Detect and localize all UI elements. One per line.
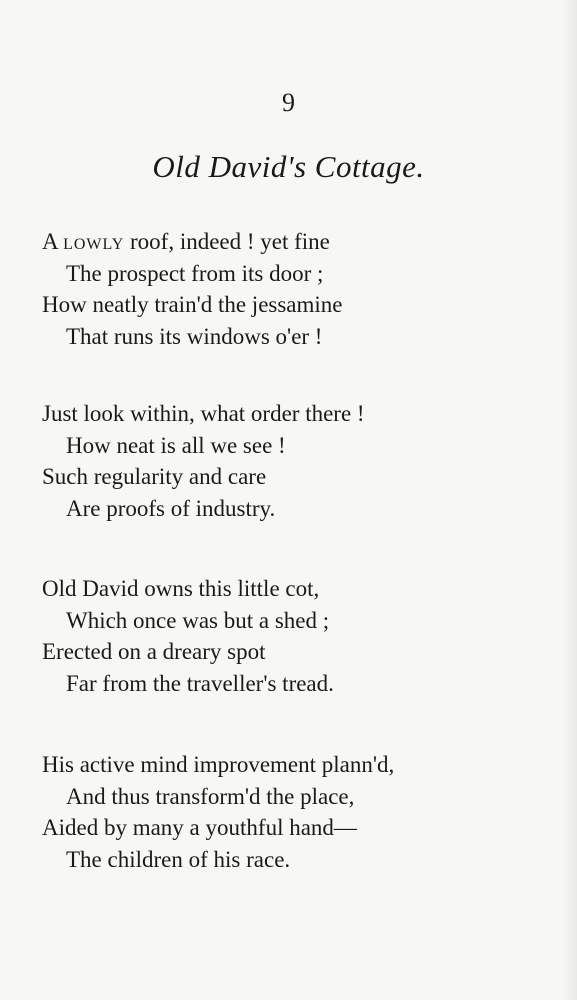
stanza-4 xyxy=(42,749,562,875)
poem-line xyxy=(42,226,562,258)
poem-line: Which once was but a shed ; xyxy=(66,607,330,633)
poem-line: And thus transform'd the place, xyxy=(66,783,355,809)
poem-line: Erected on a dreary spot xyxy=(42,639,266,664)
line-rest: roof, indeed ! yet fine xyxy=(124,229,330,254)
poem-line: His active mind improvement plann'd, xyxy=(42,752,395,777)
first-word: A xyxy=(42,229,58,254)
poem-line: That runs its windows o'er ! xyxy=(66,323,323,349)
poem-line: Are proofs of industry. xyxy=(66,495,276,521)
poem-line: Just look within, what order there ! xyxy=(42,401,365,426)
poem-line: Such regularity and care xyxy=(42,464,267,489)
stanza-3 xyxy=(42,573,562,699)
poem-title: Old David's Cottage. xyxy=(152,149,425,184)
poem-line: Old David owns this little cot, xyxy=(42,576,320,601)
poem-line: The prospect from its door ; xyxy=(66,260,324,286)
small-caps-word: lowly xyxy=(63,229,125,254)
stanza-1 xyxy=(42,226,562,352)
page-number: 9 xyxy=(282,88,295,117)
poem-line: How neatly train'd the jessamine xyxy=(42,292,343,317)
poem-line: Aided by many a youthful hand— xyxy=(42,815,357,840)
stanza-2 xyxy=(42,398,562,524)
poem-line: The children of his race. xyxy=(66,846,291,872)
poem-line: Far from the traveller's tread. xyxy=(66,670,334,696)
poem-line: How neat is all we see ! xyxy=(66,432,286,458)
